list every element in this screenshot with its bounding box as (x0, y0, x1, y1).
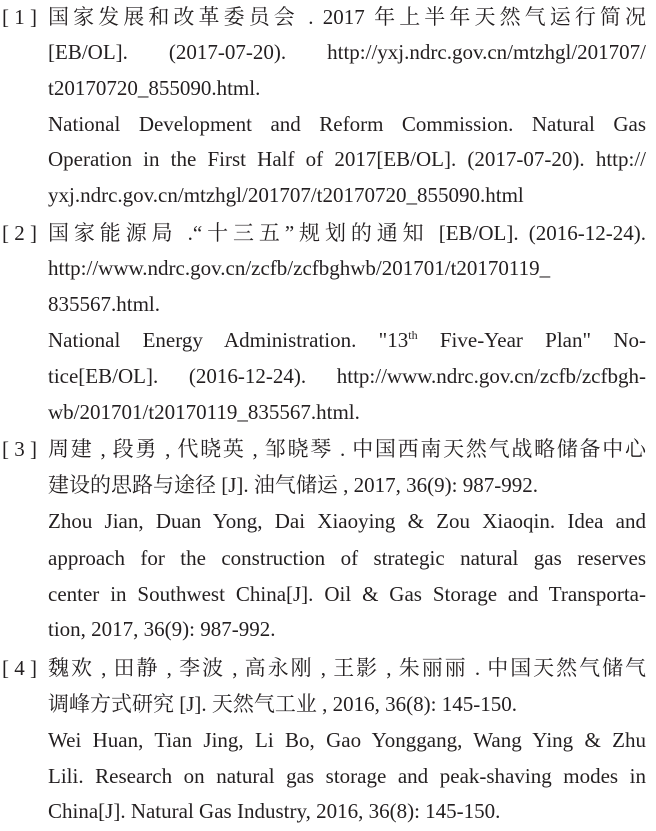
reference-line: http://www.ndrc.gov.cn/zcfb/zcfbghwb/201701/t20170119_ (48, 256, 551, 280)
reference-line: center in Southwest China[J]. Oil & Gas Storage and Transporta- (48, 582, 646, 606)
reference-number: [ 3 ] (2, 437, 37, 461)
reference-line: tice[EB/OL]. (2016-12-24). http://www.ndrc.gov.cn/zcfb/zcfbgh- (48, 364, 646, 388)
reference-line: 国家发展和改革委员会 . 2017 年上半年天然气运行简况 (48, 5, 646, 29)
reference-number: [ 4 ] (2, 656, 37, 680)
reference-line: 周建 , 段勇 , 代晓英 , 邹晓琴 . 中国西南天然气战略储备中心 (48, 437, 646, 461)
reference-line: 建设的思路与途径 [J]. 油气储运 , 2017, 36(9): 987-992. (48, 473, 538, 497)
reference-line: Wei Huan, Tian Jing, Li Bo, Gao Yonggang, Wang Ying & Zhu (48, 728, 646, 752)
reference-line: yxj.ndrc.gov.cn/mtzhgl/201707/t20170720_855090.html (48, 183, 524, 207)
reference-line (48, 322, 646, 358)
reference-line: China[J]. Natural Gas Industry, 2016, 36(8): 145-150. (48, 799, 501, 823)
reference-line: 835567.html. (48, 292, 161, 316)
reference-line: Zhou Jian, Duan Yong, Dai Xiaoying & Zou Xiaoqin. Idea and (48, 509, 646, 533)
reference-line: 魏欢 , 田静 , 李波 , 高永刚 , 王影 , 朱丽丽 . 中国天然气储气 (48, 656, 646, 680)
reference-text: Five-Year Plan" No- (417, 328, 646, 352)
reference-line: [EB/OL]. (2017-07-20). http://yxj.ndrc.gov.cn/mtzhgl/201707/ (48, 40, 646, 64)
reference-number: [ 1 ] (2, 5, 37, 29)
reference-line: t20170720_855090.html. (48, 76, 261, 100)
reference-line: tion, 2017, 36(9): 987-992. (48, 617, 276, 641)
reference-line: approach for the construction of strategic natural gas reserves (48, 546, 646, 570)
reference-line: 国家能源局 .“十三五”规划的通知 [EB/OL]. (2016-12-24). (48, 221, 646, 245)
reference-line: Operation in the First Half of 2017[EB/OL]. (2017-07-20). http:// (48, 147, 646, 171)
reference-line: Lili. Research on natural gas storage and peak-shaving modes in (48, 764, 646, 788)
reference-line: 调峰方式研究 [J]. 天然气工业 , 2016, 36(8): 145-150. (48, 692, 517, 716)
superscript-th: th (408, 328, 418, 342)
reference-line: wb/201701/t20170119_835567.html. (48, 400, 360, 424)
reference-number: [ 2 ] (2, 221, 37, 245)
reference-line: National Development and Reform Commission. Natural Gas (48, 112, 646, 136)
reference-text: National Energy Administration. "13 (48, 328, 409, 352)
